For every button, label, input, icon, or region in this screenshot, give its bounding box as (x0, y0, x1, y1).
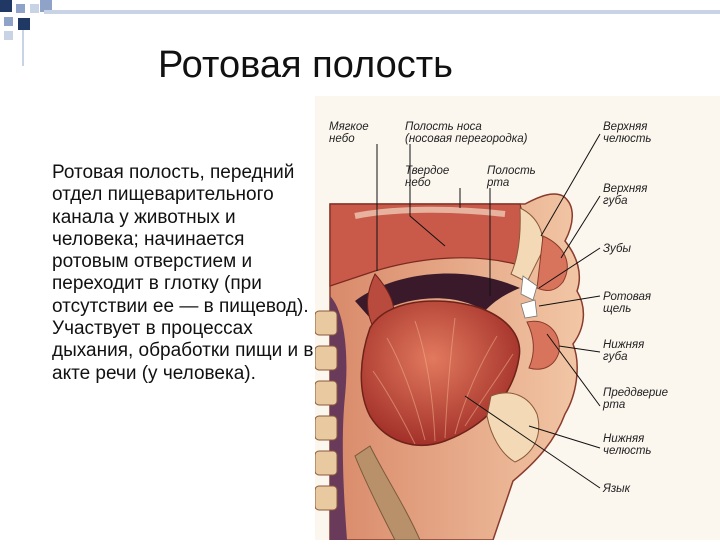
label-lower-lip: Нижняя губа (603, 339, 645, 363)
deco-square (16, 4, 25, 13)
deco-square (4, 31, 13, 40)
deco-square (0, 0, 12, 12)
label-oral-cavity: Полость рта (487, 165, 536, 189)
label-lower-jaw: Нижняя челюсть (603, 433, 652, 457)
label-oral-fissure: Ротовая щель (603, 291, 652, 315)
slide-body-text: Ротовая полость, передний отдел пищеварительного канала у животных и человека; начинается ротовым отверстием и переходит в глотку (при отсутствии ее — в пищевод). Участвует в процессах дыхания, обработки пищи и в акте речи (у человека). (52, 162, 314, 384)
label-soft-palate: Мягкое небо (329, 121, 369, 145)
label-hard-palate: Твердое небо (405, 165, 450, 189)
header-rule (44, 10, 720, 14)
label-nasal-cavity: Полость носа (носовая перегородка) (405, 121, 528, 145)
label-teeth: Зубы (603, 243, 631, 255)
header-rule-left (22, 30, 24, 66)
deco-square (30, 4, 39, 13)
label-upper-lip: Верхняя губа (603, 183, 648, 207)
slide-title: Ротовая полость (158, 44, 453, 86)
anatomy-figure (315, 96, 720, 540)
deco-square (4, 17, 13, 26)
label-tongue: Язык (603, 483, 631, 495)
deco-square (18, 18, 30, 30)
oral-cavity-diagram (315, 96, 720, 540)
label-vestibule: Преддверие рта (603, 387, 669, 411)
label-upper-jaw: Верхняя челюсть (603, 121, 652, 145)
